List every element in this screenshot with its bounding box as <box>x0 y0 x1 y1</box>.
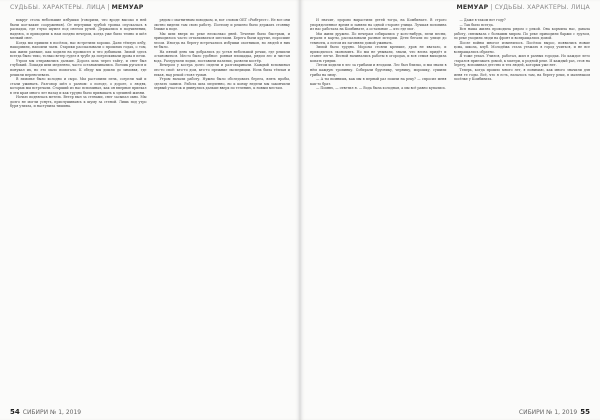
left-magazine-issue: СИБИРИ № 1, 2019 <box>22 409 82 416</box>
right-columns <box>310 18 590 400</box>
paragraph: — Так было всегда. <box>459 22 494 27</box>
left-running-head: СУДЬБЫ. ХАРАКТЕРЫ. ЛИЦА | МЕМУАР <box>10 4 144 11</box>
right-running-head: МЕМУАР | СУДЬБЫ. ХАРАКТЕРЫ. ЛИЦА <box>456 4 590 11</box>
paragraph: Когда мы пришли в посёлок, нас встретили хорошо. Дали тёплую избу, накормили, напоили чаем. Старики рассказывали о прошлых годах, о том, как жили раньше, как ходили на промысел и что добывали. Зимой здесь всегда было тихо, только ветер гудел в трубе да потрескивали дрова в печи. <box>10 40 147 59</box>
left-running-head-section: СУДЬБЫ. ХАРАКТЕРЫ. ЛИЦА <box>10 4 106 11</box>
right-running-head-section: СУДЬБЫ. ХАРАКТЕРЫ. ЛИЦА <box>494 4 590 11</box>
paragraph: — Даже в таком вот году? <box>459 18 506 22</box>
paragraph: — Помню, — ответил я. — Вода была холодная, а мы всё равно купались. <box>316 86 447 91</box>
paragraph: Летом ходили в лес за грибами и ягодами. Лес был близко, и мы знали в нём каждую тропинку. Собирали бруснику, чернику, морошку, сушили грибы на зиму. <box>310 63 447 77</box>
paragraph: На пятый день мы добрались до устья небольшой речки, где решили остановиться. Место было удобное: ровная площадка, рядом лес и чистая вода. Разгрузили лодки, поставили палатки, развели костёр. <box>153 49 290 63</box>
paragraph: — А ты помнишь, как мы в первый раз пошли на реку? — спросил меня как-то брат. <box>310 77 447 86</box>
paragraph: вокруг стола небольшие избушки (говорили, что вроде высоко в ней были кое-какие сооружения). От вертушки трубой тропка спускалась в распадок, где глухо шумел под снегом ручей. Держались в подчинении, надеясь, и приходили к нам поздно вечером, когда уже было темно и шёл мелкий снег. <box>10 18 147 41</box>
paragraph: Вся наша жизнь проходила рядом с рекой. Она кормила нас, давала работу, связывала с большим миром. По реке приходили баржи с грузом, по реке уходили люди на фронт и возвращались домой. <box>453 27 590 41</box>
left-page-number: 54 <box>10 408 20 416</box>
right-running-head-source: МЕМУАР <box>456 4 489 11</box>
right-column-2 <box>454 18 591 400</box>
paragraph: Утром начали работу. Нужно было обследовать берега, взять пробы, сделать записи. Работа шла медленно, но к концу недели мы закончили первый участок и двинулись дальше вверх по течению, к новым местам. <box>153 77 290 91</box>
left-column-2 <box>154 18 291 400</box>
paragraph: Мы шли вверх по реке несколько дней. Течение было быстрым, и приходилось часто отталкиваться шестами. Берега были крутые, поросшие лесом. Иногда на берегу встречались избушки охотников, но людей в них не было. <box>153 31 290 50</box>
paragraph: После войны многое изменилось. Посёлок вырос, появились новые дома, школа, клуб. Молодёжь стала уезжать в город учиться, и не все возвращались обратно. <box>453 40 590 54</box>
paragraph: рядом с магнитным поводком, и, вот словом ОБТ «Рыбтрест». Не все они охотно видели там свою работу. Поэтому и решено было держать стоянку ближе к воде. <box>153 18 290 32</box>
right-page <box>300 0 600 420</box>
paragraph: Теперь, когда прошло много лет, я понимаю, как много значили для меня те годы. Всё, что я есть, началось там, на берегу реки, в маленьком посёлке у Комбината. <box>453 68 590 82</box>
paragraph: Зимой было трудно. Морозы стояли крепкие, дров не хватало, и приходилось экономить. Но мы не унывали, знали, что весна придёт и станет легче. Весной начинались работы в огородах, и вся семья выходила копать грядки. <box>310 45 447 63</box>
left-running-head-source: МЕМУАР <box>111 4 144 11</box>
paragraph: В зимовье было холодно и сыро. Мы растопили печь, согрели чай и стали ужинать. Разговор шёл о разном: о погоде, о дороге, о людях, которых мы встречали. Старший из нас вспоминал, как он впервые приехал в эти края много лет назад и как трудно было привыкать к здешней жизни. <box>10 77 147 95</box>
left-folio <box>10 408 81 416</box>
right-page-number: 55 <box>580 408 590 416</box>
left-columns <box>10 18 290 400</box>
right-column-1 <box>310 18 447 400</box>
paragraph: Я тоже уехал. Учился, работал, жил в разных городах. Но каждое лето старался приезжать домой, к матери, к родной реке. И каждый раз, стоя на берегу, вспоминал детство и тех людей, которых уже нет. <box>453 54 590 68</box>
paragraph: Утром мы отправились дальше. Дорога шла через тайгу, и снег был глубокий. Лошади шли медленно, часто останавливались. Возчик ругался и понукал их, но это мало помогало. К обеду мы дошли до зимовья, где решили переночевать. <box>10 58 147 77</box>
right-magazine-issue: СИБИРИ № 1, 2019 <box>518 409 578 416</box>
left-column-1 <box>10 18 147 400</box>
paragraph: И значит, здорово вырастили детей тогда, на Комбинате. В строго упорядоченное время и заняли на одной стороне улицы. Лучшая половина из нас работала на Комбинате, а остальные — кто где мог. <box>310 18 447 32</box>
paragraph: Ночью поднялась метель. Ветер выл за стенами, снег засыпал окно. Мы долго не могли уснуть, прислушиваясь к шуму за стеной. Лишь под утро буря утихла, и наступила тишина. <box>10 95 147 109</box>
right-folio <box>519 408 590 416</box>
paragraph: Вечером у костра долго сидели и разговаривали. Каждый вспоминал что-то своё: кто-то дом, кто-то прежние экспедиции. Ночь была тёплая и тихая, над рекой стоял туман. <box>153 63 290 77</box>
paragraph: Мы жили дружно. По вечерам собирались у кого-нибудь, пели песни, играли в карты, рассказывали разные истории. Дети бегали по улице до темноты, а потом их загоняли домой ужинать. <box>310 31 447 45</box>
